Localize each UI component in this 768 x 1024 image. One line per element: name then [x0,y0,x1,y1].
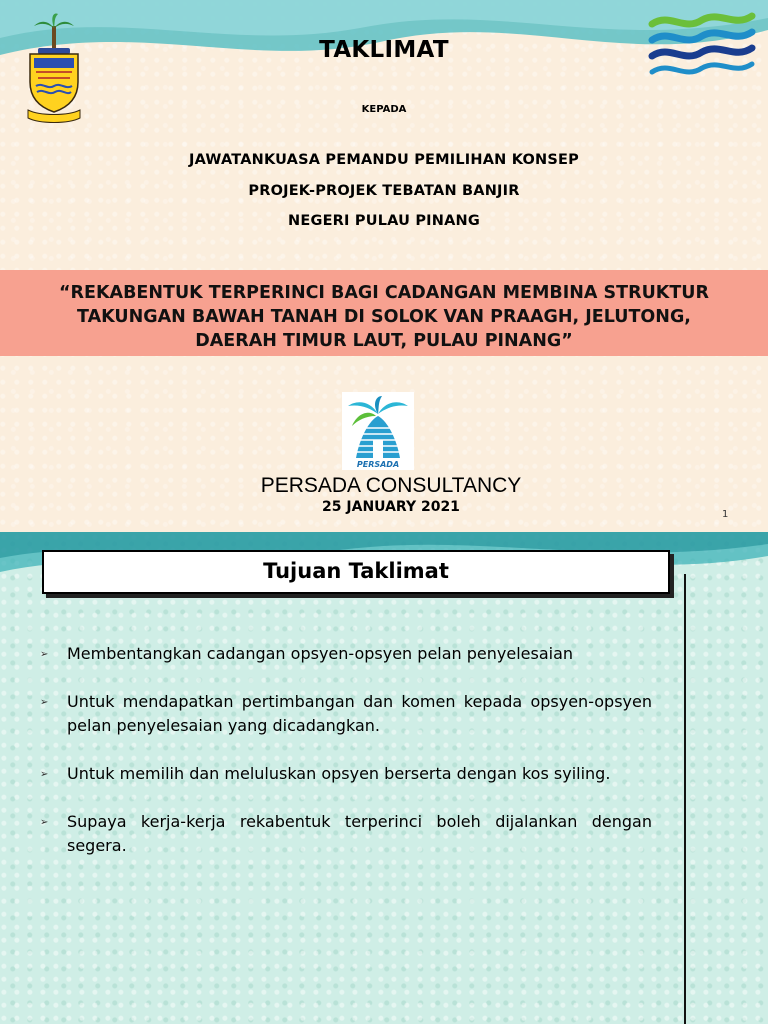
arrow-bullet-icon: ➢ [40,697,49,708]
arrow-bullet-icon: ➢ [40,649,49,660]
slide-heading: Tujuan Taklimat [263,559,449,583]
list-item [40,810,652,858]
slide-title: TAKLIMAT [319,37,449,63]
bullet-text: Untuk memilih dan meluluskan opsyen berserta dengan kos syiling. [67,764,611,783]
kepada-label: KEPADA [361,104,407,115]
project-title [20,281,748,353]
arrow-bullet-icon: ➢ [40,769,49,780]
bullet-list [40,642,652,882]
presentation-date: 25 JANUARY 2021 [322,499,460,515]
project-title-line-1: “REKABENTUK TERPERINCI BAGI CADANGAN MEMBINA STRUKTUR [59,283,709,303]
committee-line-2: PROJEK-PROJEK TEBATAN BANJIR [248,183,520,199]
persada-logo-icon [342,392,414,470]
persada-logo-text: PERSADA [356,460,400,469]
project-title-line-3: DAERAH TIMUR LAUT, PULAU PINANG” [195,331,573,351]
slide-number: 1 [722,509,729,520]
list-item [40,762,652,786]
bullet-text: Supaya kerja-kerja rekabentuk terperinci boleh dijalankan dengan segera. [67,812,652,855]
list-item [40,642,652,666]
slide-border-line [684,574,686,1024]
committee-line-1: JAWATANKUASA PEMANDU PEMILIHAN KONSEP [189,152,579,168]
bullet-text: Untuk mendapatkan pertimbangan dan komen kepada opsyen-opsyen pelan penyelesaian yang dicadangkan. [67,692,652,735]
committee-line-3: NEGERI PULAU PINANG [288,213,480,229]
bullet-text: Membentangkan cadangan opsyen-opsyen pelan penyelesaian [67,644,574,663]
heading-box [42,550,670,594]
arrow-bullet-icon: ➢ [40,817,49,828]
project-title-line-2: TAKUNGAN BAWAH TANAH DI SOLOK VAN PRAAGH, JELUTONG, [77,307,691,327]
company-name: PERSADA CONSULTANCY [260,474,522,497]
purpose-slide [0,532,768,1024]
list-item [40,690,652,738]
